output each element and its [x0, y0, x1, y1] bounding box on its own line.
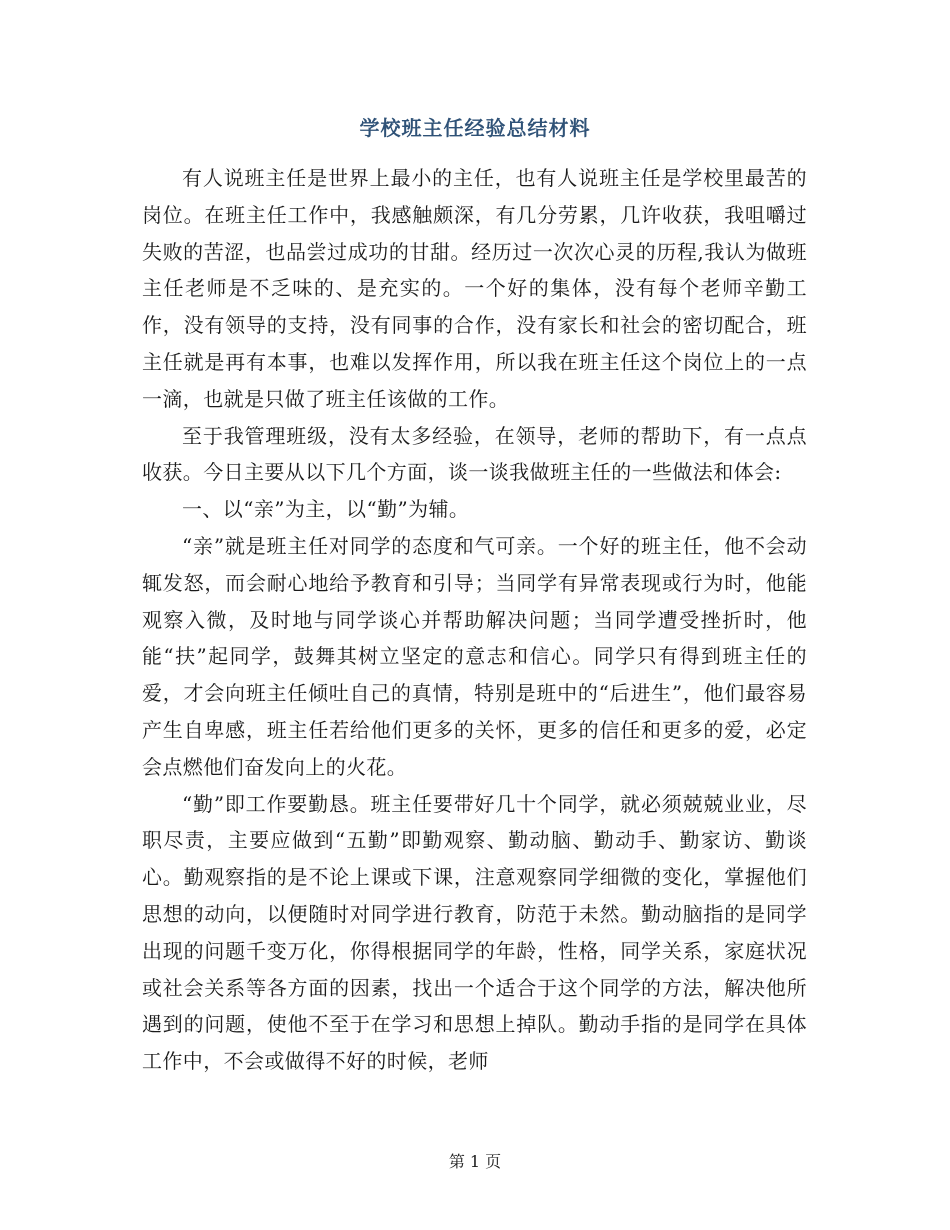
page-number: 第 1 页	[448, 1152, 502, 1171]
paragraph-qin-diligence: “勤”即工作要勤恳。班主任要带好几十个同学，就必须兢兢业业，尽职尽责，主要应做到“五勤”即勤观察、勤动脑、勤动手、勤家访、勤谈心。勤观察指的是不论上课或下课，注意观察同学细微的变化，掌握他们思想的动向，以便随时对同学进行教育，防范于未然。勤动脑指的是同学出现的问题千变万化，你得根据同学的年龄，性格，同学关系，家庭状况或社会关系等各方面的因素，找出一个适合于这个同学的方法，解决他所遇到的问题，使他不至于在学习和思想上掉队。勤动手指的是同学在具体工作中，不会或做得不好的时候，老师	[142, 791, 807, 1074]
paragraph-qin: “亲”就是班主任对同学的态度和气可亲。一个好的班主任，他不会动辄发怒，而会耐心地给予教育和引导；当同学有异常表现或行为时，他能观察入微，及时地与同学谈心并帮助解决问题；当同学遭受挫折时，他能“扶”起同学，鼓舞其树立坚定的意志和信心。同学只有得到班主任的爱，才会向班主任倾吐自己的真情，特别是班中的“后进生”，他们最容易产生自卑感，班主任若给他们更多的关怀，更多的信任和更多的爱，必定会点燃他们奋发向上的火花。	[142, 533, 807, 779]
document-title: 学校班主任经验总结材料	[359, 116, 591, 140]
document-body	[142, 160, 807, 1080]
section-heading-1: 一、以“亲”为主，以“勤”为辅。	[182, 497, 470, 522]
paragraph-overview: 至于我管理班级，没有太多经验，在领导，老师的帮助下，有一点点收获。今日主要从以下几个方面，谈一谈我做班主任的一些做法和体会:	[142, 423, 807, 485]
paragraph-intro: 有人说班主任是世界上最小的主任，也有人说班主任是学校里最苦的岗位。在班主任工作中，我感触颇深，有几分劳累，几许收获，我咀嚼过失败的苦涩，也品尝过成功的甘甜。经历过一次次心灵的历程,我认为做班主任老师是不乏味的、是充实的。一个好的集体，没有每个老师辛勤工作，没有领导的支持，没有同事的合作，没有家长和社会的密切配合，班主任就是再有本事，也难以发挥作用，所以我在班主任这个岗位上的一点一滴，也就是只做了班主任该做的工作。	[142, 166, 807, 411]
